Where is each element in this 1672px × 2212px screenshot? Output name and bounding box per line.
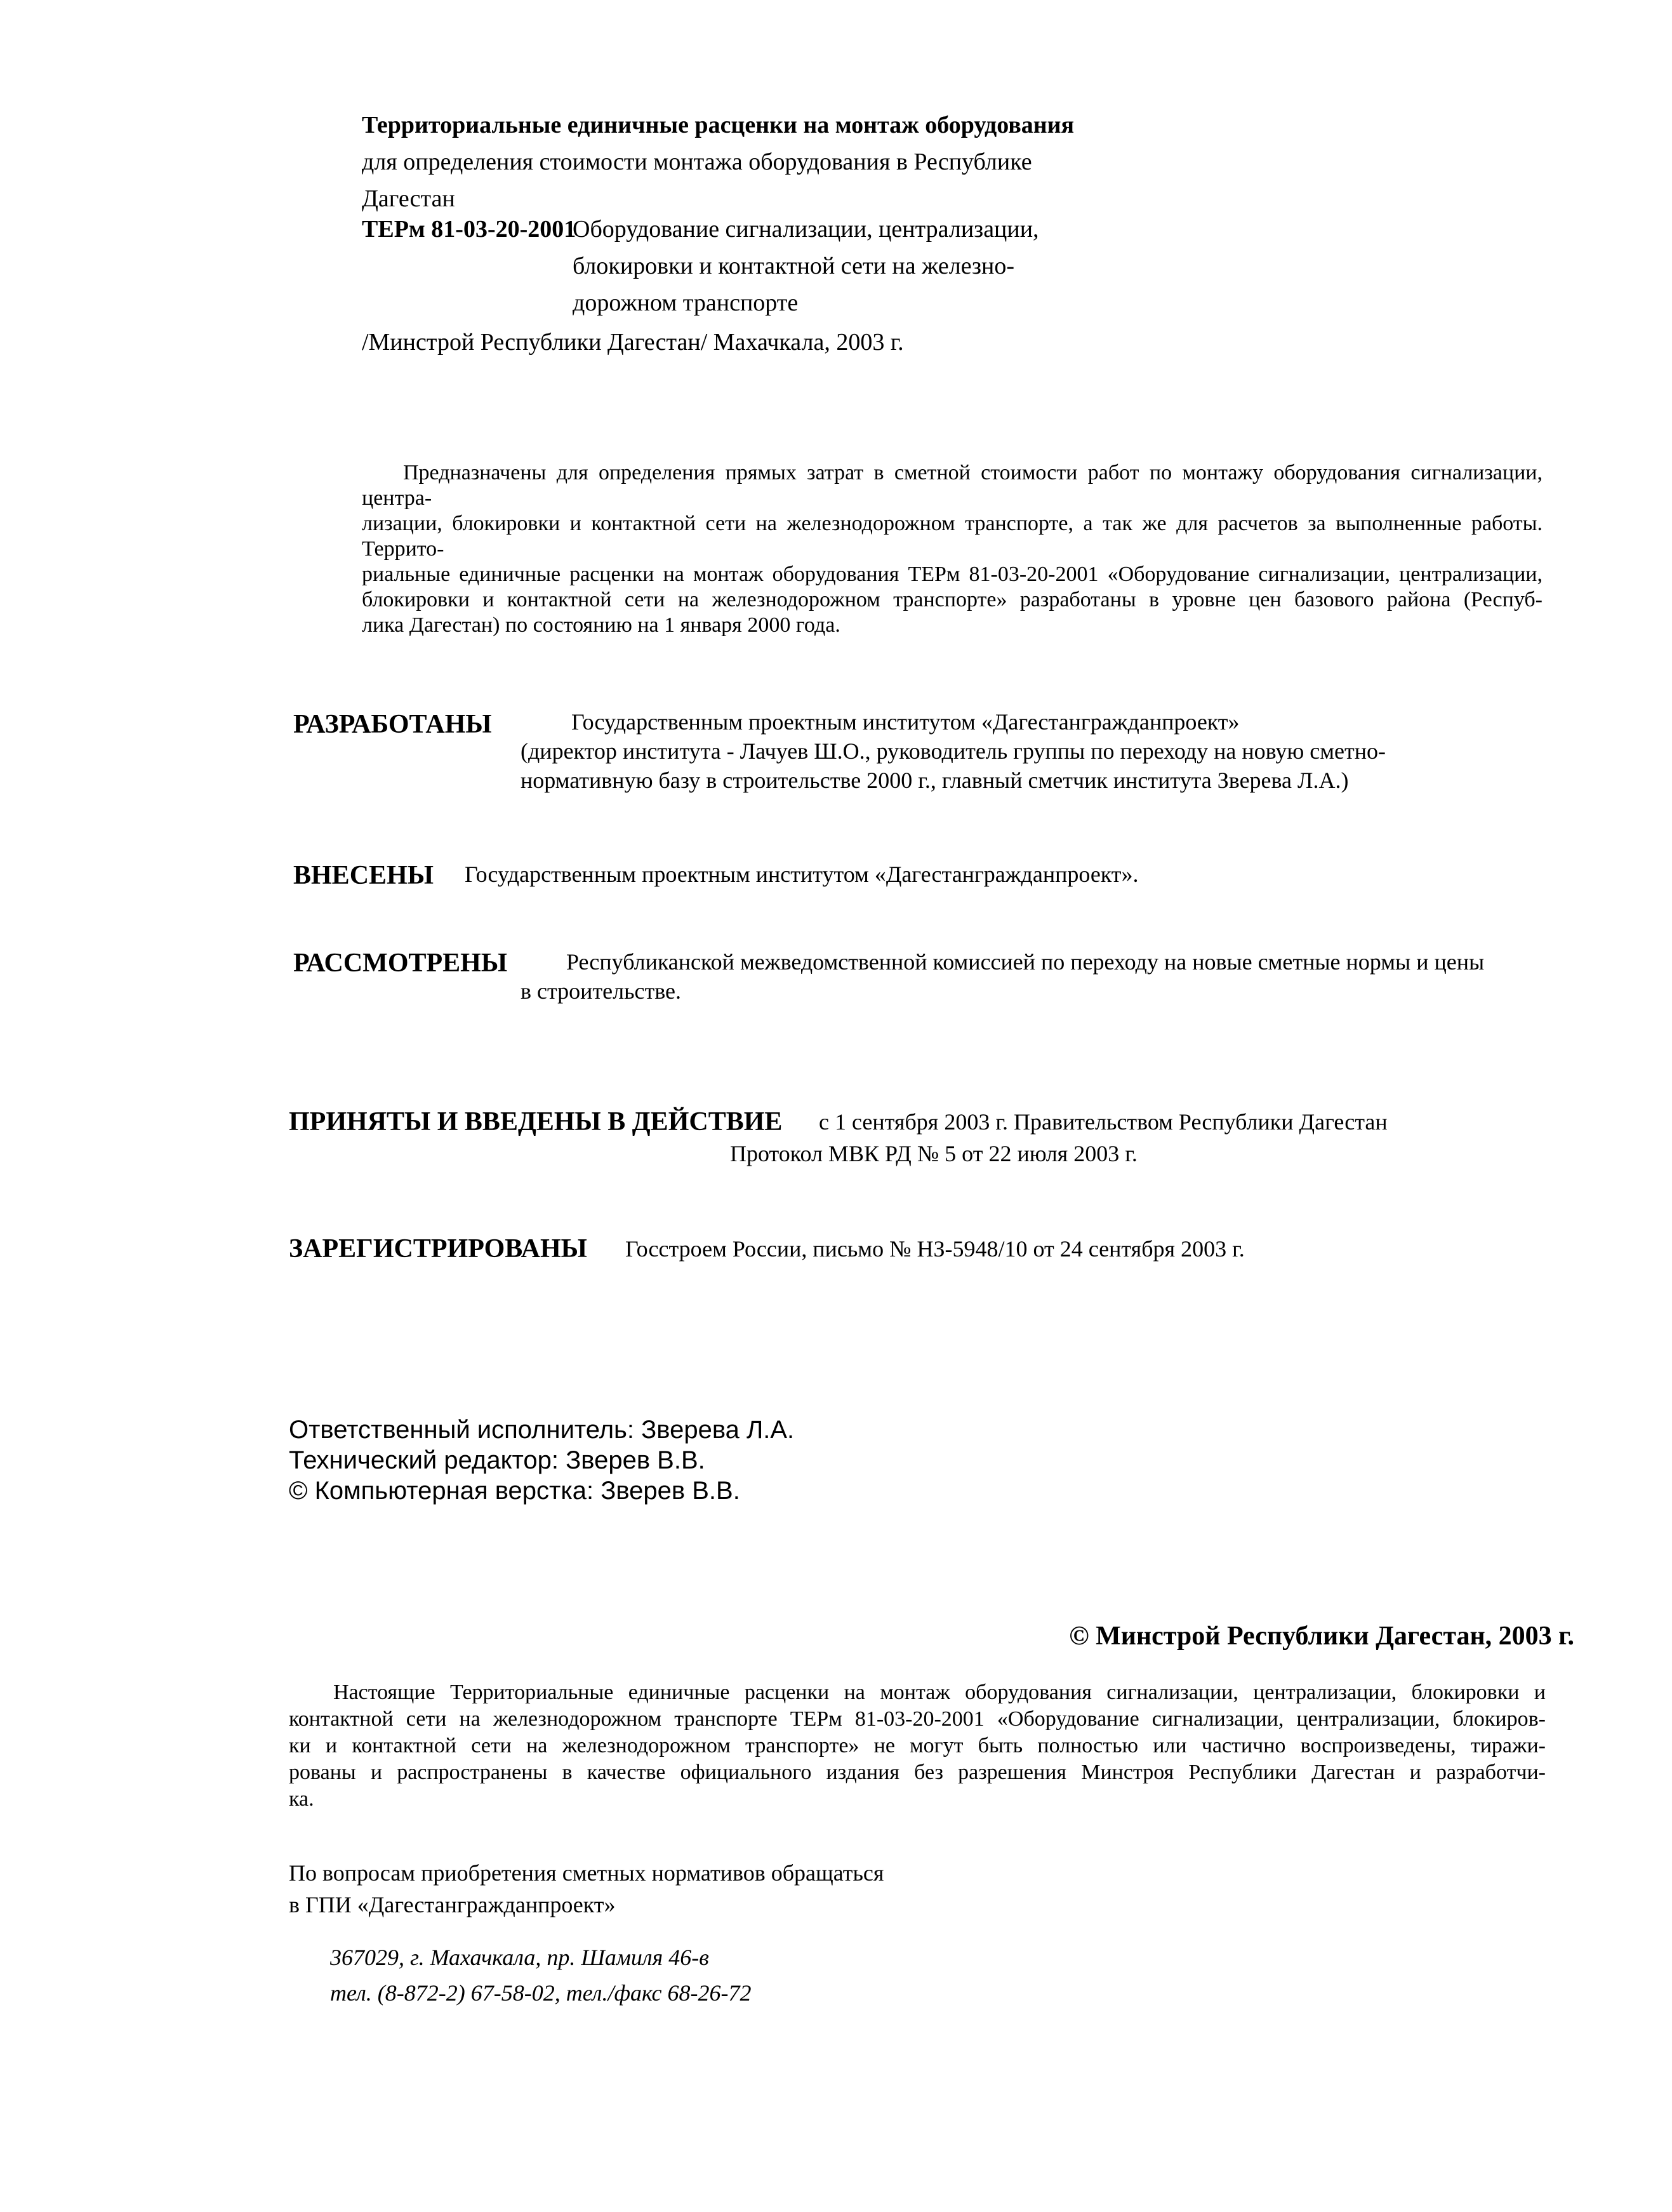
copyright-notice: © Минстрой Республики Дагестан, 2003 г. <box>1069 1622 1574 1651</box>
subject-line3: дорожном транспорте <box>573 290 799 316</box>
contacts-line1: По вопросам приобретения сметных нормативов обращаться <box>289 1860 884 1886</box>
credit-layout: © Компьютерная верстка: Зверев В.В. <box>289 1477 740 1505</box>
copyright-line1: Настоящие Территориальные единичные расценки на монтаж оборудования сигнализации, централизации, блокировки и <box>333 1681 1546 1704</box>
header-code: ТЕРм 81-03-20-2001 <box>362 216 576 243</box>
credits <box>289 1415 794 1506</box>
developed-label: РАЗРАБОТАНЫ <box>293 710 492 739</box>
reviewed-text <box>521 947 1536 1006</box>
adopted-line2: Протокол МВК РД № 5 от 22 июля 2003 г. <box>730 1141 1138 1166</box>
purpose-line3: риальные единичные расценки на монтаж оборудования ТЕРм 81-03-20-2001 «Оборудование сигнализации, централизации, <box>362 563 1543 586</box>
contacts <box>289 1857 884 1921</box>
developed-line3: нормативную базу в строительстве 2000 г., главный сметчик института Зверева Л.А.) <box>521 768 1349 793</box>
header-subject <box>573 211 1334 321</box>
submitted-text: Государственным проектным институтом «Дагестангражданпроект». <box>465 862 1139 887</box>
contacts-phone: тел. (8-872-2) 67-58-02, тел./факс 68-26-72 <box>330 1980 752 2006</box>
purpose-line1: Предназначены для определения прямых затрат в сметной стоимости работ по монтажу оборудования сигнализации, центра- <box>362 461 1543 510</box>
subject-line1: Оборудование сигнализации, централизации, <box>573 216 1039 243</box>
adopted-label: ПРИНЯТЫ И ВВЕДЕНЫ В ДЕЙСТВИЕ <box>289 1107 783 1136</box>
contacts-line2: в ГПИ «Дагестангражданпроект» <box>289 1892 616 1917</box>
copyright-paragraph <box>289 1679 1546 1813</box>
purpose-line4: блокировки и контактной сети на железнодорожном транспорте» разработаны в уровне цен базового района (Респуб- <box>362 588 1543 611</box>
purpose-line5: лика Дагестан) по состоянию на 1 января 2000 года. <box>362 613 840 637</box>
header-publisher: /Минстрой Республики Дагестан/ Махачкала, 2003 г. <box>362 329 904 356</box>
submitted-label: ВНЕСЕНЫ <box>293 861 434 890</box>
reviewed-label: РАССМОТРЕНЫ <box>293 949 508 978</box>
document-header <box>362 107 1314 217</box>
contacts-address-block <box>330 1940 751 2011</box>
copyright-line4: рованы и распространены в качестве официального издания без разрешения Минстроя Республики Дагестан и разработчи- <box>289 1761 1546 1784</box>
purpose-line2: лизации, блокировки и контактной сети на железнодорожном транспорте, а так же для расчетов за выполненные работы. Террито- <box>362 512 1543 561</box>
credit-editor: Технический редактор: Зверев В.В. <box>289 1446 705 1474</box>
registered-label: ЗАРЕГИСТРИРОВАНЫ <box>289 1234 587 1263</box>
purpose-paragraph <box>362 460 1543 638</box>
reviewed-line2: в строительстве. <box>521 978 681 1004</box>
contacts-address: 367029, г. Махачкала, пр. Шамиля 46-в <box>330 1945 709 1970</box>
reviewed-line1: Республиканской межведомственной комиссией по переходу на новые сметные нормы и цены <box>566 949 1485 975</box>
adopted-line1: с 1 сентября 2003 г. Правительством Республики Дагестан <box>819 1109 1388 1135</box>
copyright-line2: контактной сети на железнодорожном транспорте ТЕРм 81-03-20-2001 «Оборудование сигнализации, централизации, блокиров- <box>289 1707 1546 1731</box>
credit-responsible: Ответственный исполнитель: Зверева Л.А. <box>289 1416 795 1444</box>
registered-text: Госстроем России, письмо № НЗ-5948/10 от 24 сентября 2003 г. <box>625 1236 1245 1262</box>
copyright-line3: ки и контактной сети на железнодорожном транспорте» не могут быть полностью или частично воспроизведены, тиражи- <box>289 1734 1546 1757</box>
header-title-line3: Дагестан <box>362 185 455 212</box>
copyright-line5: ка. <box>289 1787 314 1811</box>
developed-text <box>521 707 1473 795</box>
subject-line2: блокировки и контактной сети на железно- <box>573 253 1015 279</box>
header-title-line2: для определения стоимости монтажа оборудования в Республике <box>362 149 1032 175</box>
header-title: Территориальные единичные расценки на монтаж оборудования <box>362 112 1075 138</box>
developed-line2: (директор института - Лачуев Ш.О., руководитель группы по переходу на новую сметно- <box>521 738 1386 764</box>
developed-line1: Государственным проектным институтом «Дагестангражданпроект» <box>571 709 1240 735</box>
